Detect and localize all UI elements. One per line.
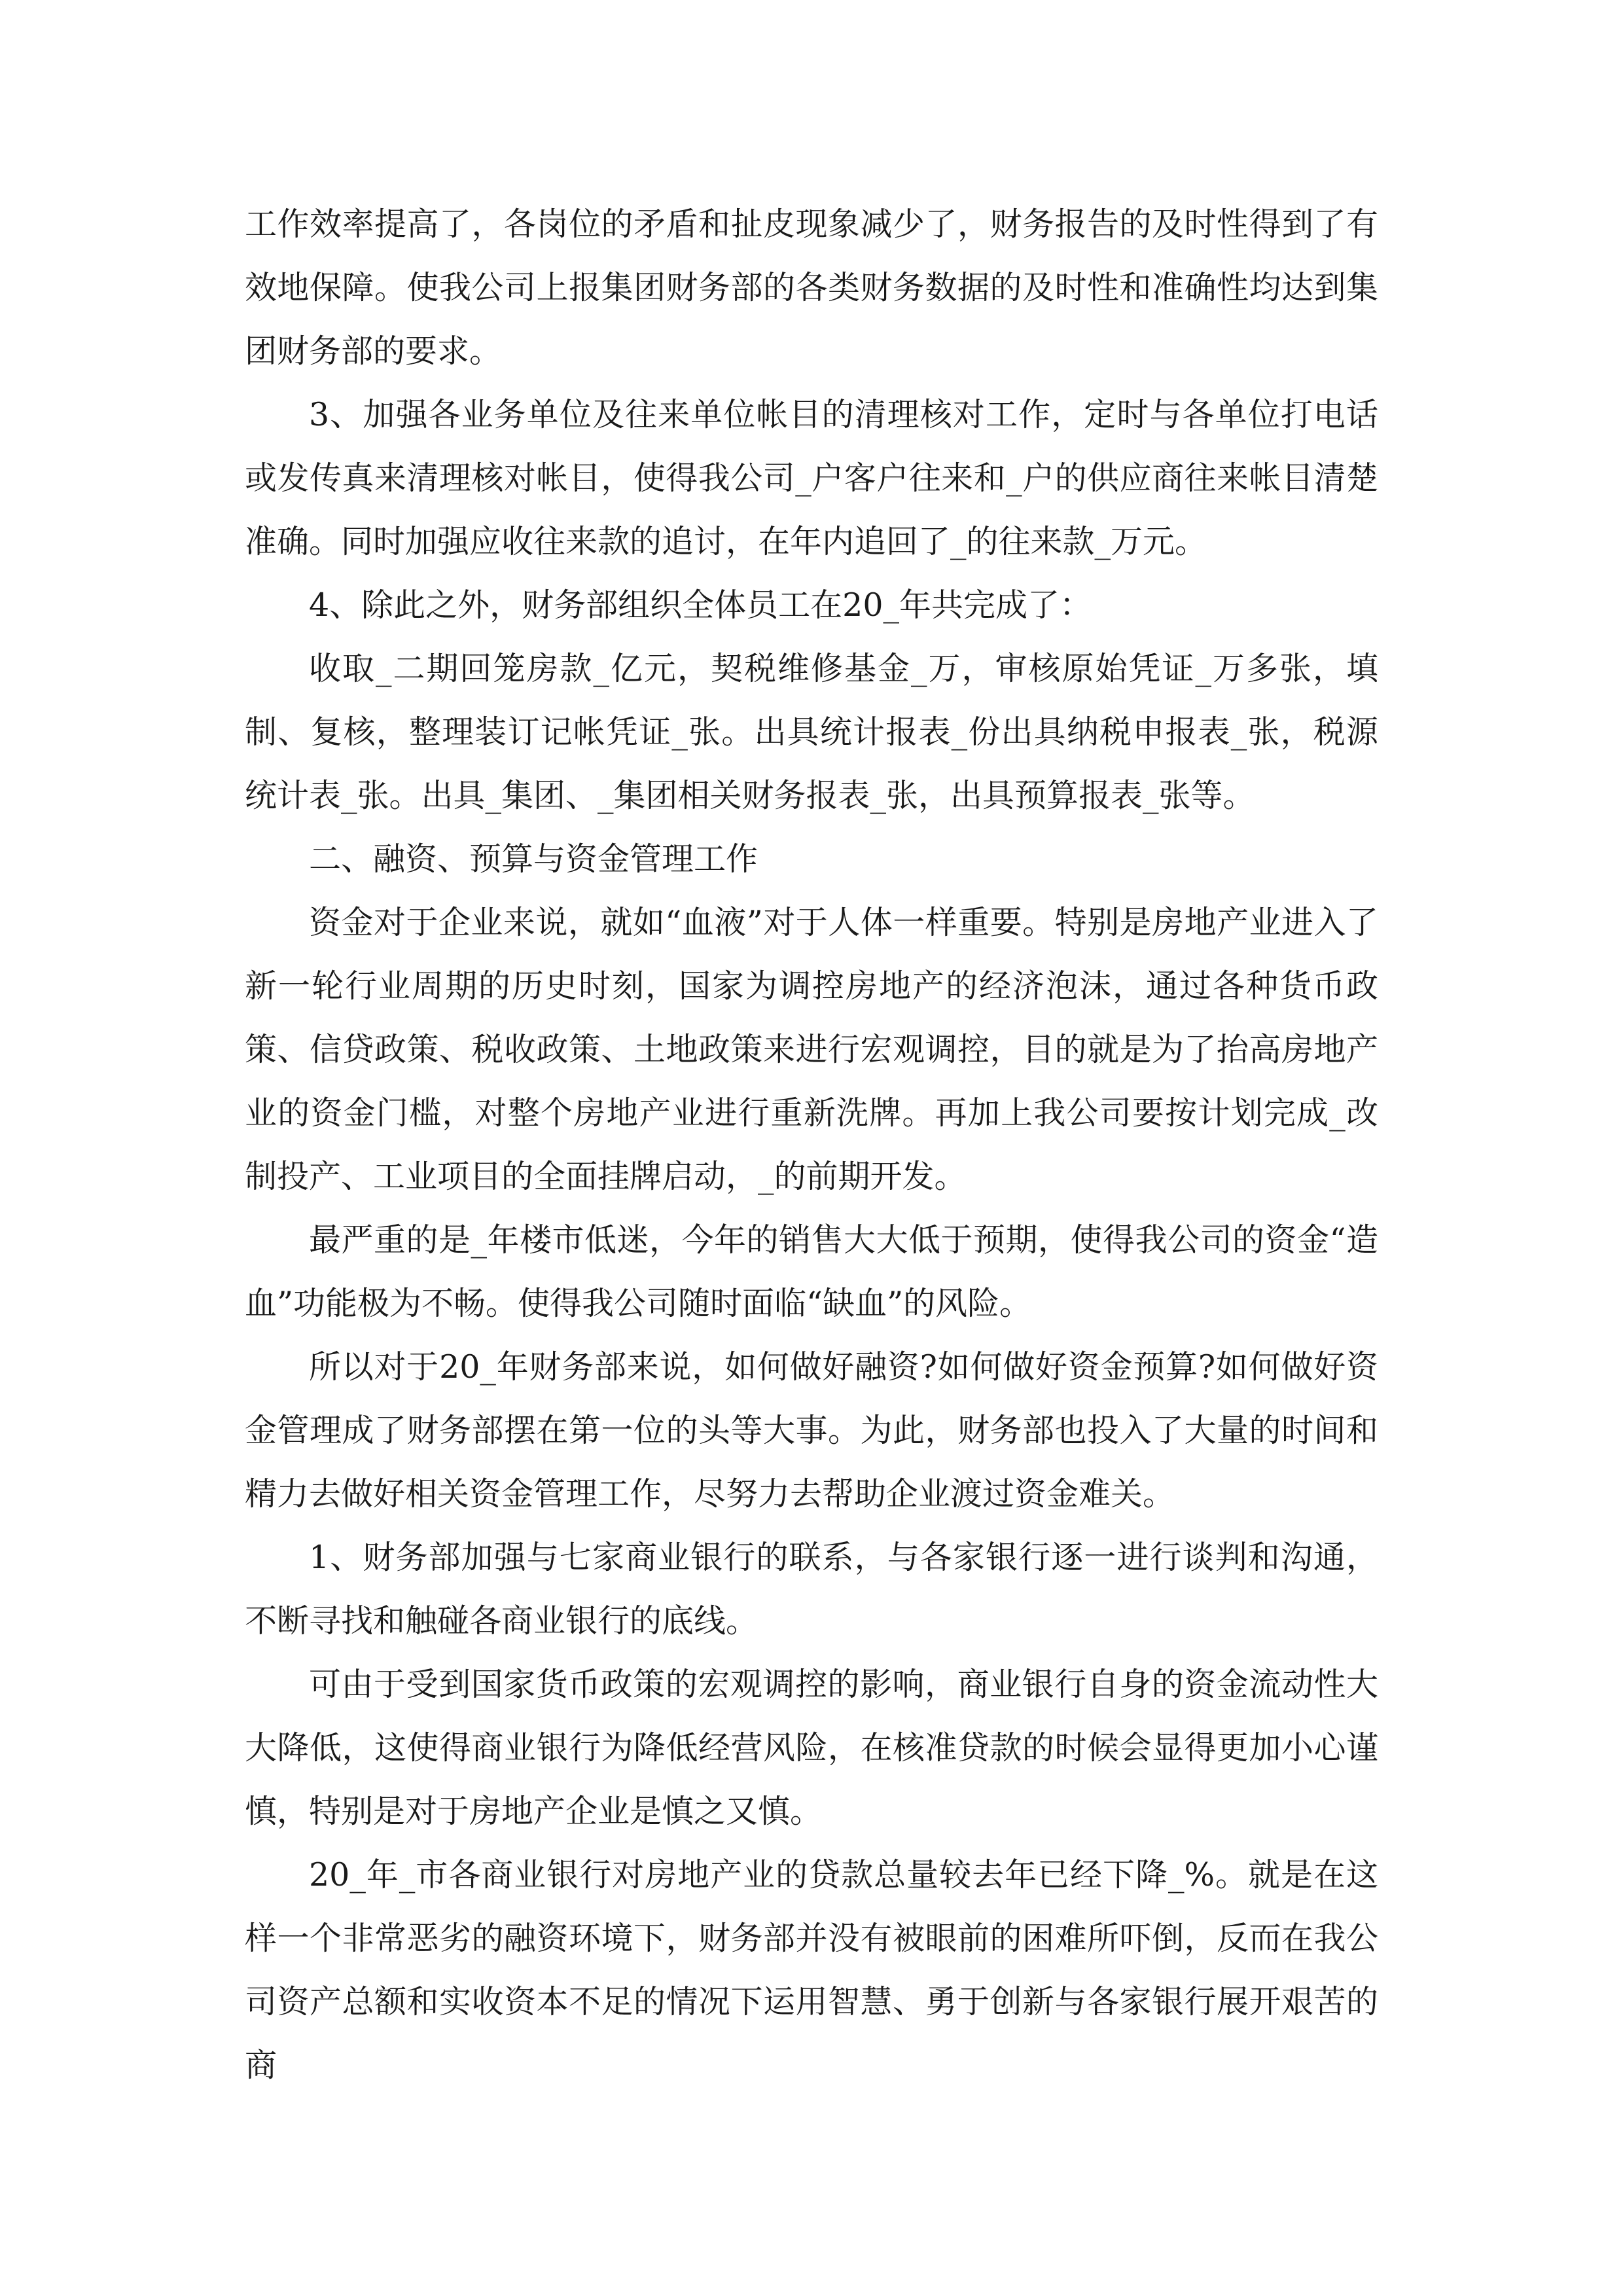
document-body [245,192,1378,2097]
paragraph-funds-importance: 资金对于企业来说，就如“血液”对于人体一样重要。特别是房地产业进入了新一轮行业周期的历史时刻，国家为调控房地产的经济泡沫，通过各种货币政策、信贷政策、税收政策、土地政策来进行宏观调控，目的就是为了抬高房地产业的资金门槛，对整个房地产业进行重新洗牌。再加上我公司要按计划完成_改制投产、工业项目的全面挂牌启动，_的前期开发。 [245,904,1378,1195]
paragraph-loan-decline: 20_年_市各商业银行对房地产业的贷款总量较去年已经下降_%。就是在这样一个非常恶劣的融资环境下，财务部并没有被眼前的困难所吓倒，反而在我公司资产总额和实收资本不足的情况下运用智慧、勇于创新与各家银行展开艰苦的商 [245,1856,1378,2084]
paragraph-efficiency-improved: 工作效率提高了，各岗位的矛盾和扯皮现象减少了，财务报告的及时性得到了有效地保障。使我公司上报集团财务部的各类财务数据的及时性和准确性均达到集团财务部的要求。 [245,206,1378,370]
paragraph-monetary-policy-impact: 可由于受到国家货币政策的宏观调控的影响，商业银行自身的资金流动性大大降低，这使得商业银行为降低经营风险，在核准贷款的时候会显得更加小心谨慎，特别是对于房地产企业是慎之又慎。 [245,1666,1378,1830]
paragraph-item-1-banks: 1、财务部加强与七家商业银行的联系，与各家银行逐一进行谈判和沟通，不断寻找和触碰各商业银行的底线。 [245,1539,1378,1640]
paragraph-priority-tasks: 所以对于20_年财务部来说，如何做好融资?如何做好资金预算?如何做好资金管理成了财务部摆在第一位的头等大事。为此，财务部也投入了大量的时间和精力去做好相关资金管理工作，尽努力去帮助企业渡过资金难关。 [245,1348,1378,1513]
paragraph-workload-summary: 收取_二期回笼房款_亿元，契税维修基金_万，审核原始凭证_万多张，填制、复核，整理装订记帐凭证_张。出具统计报表_份出具纳税申报表_张，税源统计表_张。出具_集团、_集团相关财务报表_张，出具预算报表_张等。 [245,650,1378,814]
paragraph-item-4-intro: 4、除此之外，财务部组织全体员工在20_年共完成了： [309,586,1092,624]
paragraph-market-downturn: 最严重的是_年楼市低迷，今年的销售大大低于预期，使得我公司的资金“造血”功能极为不畅。使得我公司随时面临“缺血”的风险。 [245,1221,1378,1322]
paragraph-item-3-reconciliation: 3、加强各业务单位及往来单位帐目的清理核对工作，定时与各单位打电话或发传真来清理核对帐目，使得我公司_户客户往来和_户的供应商往来帐目清楚准确。同时加强应收往来款的追讨，在年内追回了_的往来款_万元。 [245,396,1378,560]
section-heading-financing-budget: 二、融资、预算与资金管理工作 [309,840,758,878]
